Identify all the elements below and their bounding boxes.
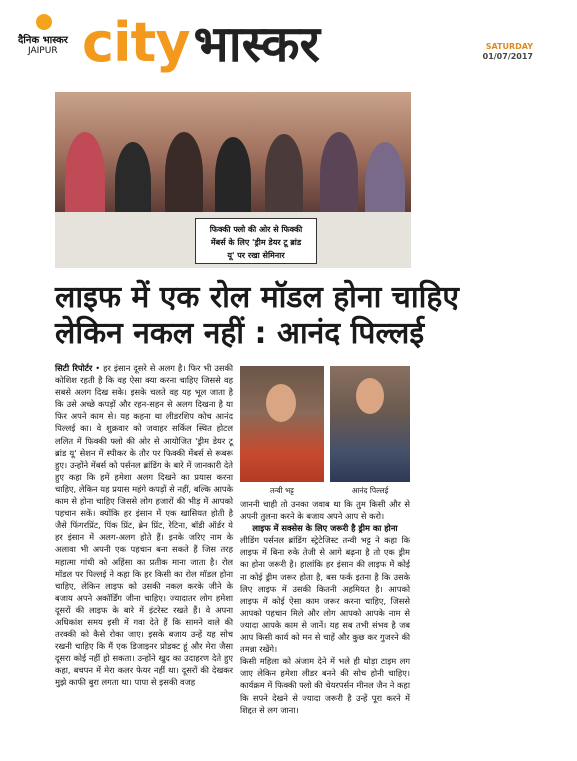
photo-caption-right: आनंद पिल्लई <box>351 486 389 495</box>
byline: सिटी रिपोर्टर <box>55 363 93 373</box>
photo-caption-left: तन्वी भट्ट <box>270 486 294 495</box>
paragraph: जाननी चाही तो उनका जवाब था कि तुम किसी और से अपनी तुलना करने के बजाय अपने आप से करो। <box>240 499 410 522</box>
sun-icon <box>36 14 52 30</box>
headline <box>55 280 459 352</box>
headline-line-1: लाइफ में एक रोल मॉडल होना चाहिए <box>55 280 459 315</box>
paragraph: किसी महिला को अंजाम देने में भले ही थोड़ा टाइम लग जाए लेकिन हमेशा लीडर बनने की सोच होनी चाहिए। कार्यक्रम में फिक्की फ्लो की चेयरपर्सन मीनल जैन ने कहा कि सपने देखने से ज्यादा जरूरी है उन्हें पूरा करने में शिद्दत से लग जाना। <box>240 656 410 715</box>
paragraph: लीडिंग पर्सनल ब्रांडिंग स्ट्रेटेजिस्ट तन्वी भट्ट ने कहा कि लाइफ में बिना रुके तेजी से आगे बढ़ना है तो एक ड्रीम का होना जरूरी है। हालांकि हर इंसान की लाइफ में कोई ना कोई ड्रीम जरूर होता है, बस फर्क इतना है कि उसके लिए लाइफ में उसकी कितनी अहमियत है। आपको लाइफ में कोई ऐसा काम जरूर करना चाहिए, जिससे आपको पहचान मिले और लोग आपको आपके नाम से ज्यादा आपके काम से जानें। यह सब तभी संभव है जब आप किसी कार्य को मन से चाहें और कुछ कर गुजरने की तमन्ना रखेंगे। <box>240 535 410 655</box>
edition-city: JAIPUR <box>28 46 58 56</box>
caption-line: फिक्की फ्लो की ओर से फिक्की <box>209 225 303 234</box>
title-bhaskar: भास्कर <box>193 15 320 73</box>
article-column-left: सिटी रिपोर्टर • हर इंसान दूसरे से अलग है। फिर भी उसकी कोशिश रहती है कि वह ऐसा क्या करना चाहिए जिससे वह सबसे अलग दिख सके। इसके चलते वह यह भूल जाता है कि उसे अच्छे कपड़ों और रहन-सहन से अलग दिखना है या फिर अपने काम से। यह कहना था लीडरशिप कोच आनंद पिल्लई का। वे शुक्रवार को जवाहर सर्किल स्थित होटल ललित में फिक्की फ्लो की ओर से आयोजित 'ड्रीम डेयर टू ब्रांड यू' सेशन में स्पीकर के तौर पर फिक्की मेंबर्स से रूबरू हुए। उन्होंने मेंबर्स को पर्सनल ब्रांडिंग के बारे में जानकारी देते हुए कहा कि हमें हमेशा अलग दिखने का प्रयास करना चाहिए, लेकिन यह प्रयास महंगे कपड़ों से नहीं, बल्कि आपके काम से होना चाहिए जिससे लोग हजारों की भीड़ में आपको पहचान सकें। क्योंकि हर इंसान में एक खासियत होती है जैसे फिंगरप्रिंट, पिंक प्रिंट, ब्रेन प्रिंट, रेटिना, बॉडी ऑर्डर ये हर इंसान में अलग-अलग होते हैं। इनके जरिए नाम के अलावा भी अपनी एक पहचान बना सकते हैं जिस तरह महात्मा गांधी को अहिंसा का प्रतीक माना जाता है। रोल मॉडल पर पिल्लई ने कहा कि हर किसी का रोल मॉडल होना चाहिए, लेकिन लाइफ को उसकी नकल करके जीने के बजाय अपने अकॉर्डिंग जीना चाहिए। ज्यादातर लोग हमेशा दूसरों की लाइफ के बारे में इंटरेस्ट रखते हैं। वे अपना अधिकांश समय इसी में गवा देते हैं कि सामने वाले की तरक्की को कैसे रोका जाए। इसके बजाय उन्हें यह सोच रखनी चाहिए कि मैं एक डिजाइनर प्रोडक्ट हूं और मेरा जैसा दूसरा कोई नहीं हो सकता। उन्होंने खुद का उदाहरण देते हुए कहा, बचपन में मेरा कलर फेयर नहीं था। दूसरों की देखकर मुझे काफी बुरा लगता था। पापा से इसकी वजह <box>55 363 233 688</box>
issue-date: 01/07/2017 <box>482 52 533 61</box>
headline-line-2: लेकिन नकल नहीं : आनंद पिल्लई <box>55 316 425 351</box>
photo-caption <box>195 218 317 264</box>
article-body: हर इंसान दूसरे से अलग है। फिर भी उसकी कोशिश रहती है कि वह ऐसा क्या करना चाहिए जिससे वह सबसे अलग दिख सके। इसके चलते वह यह भूल जाता है कि उसे अच्छे कपड़ों और रहन-सहन से अलग दिखना है या फिर अपने काम से। यह कहना था लीडरशिप कोच आनंद पिल्लई का। वे शुक्रवार को जवाहर सर्किल स्थित होटल ललित में फिक्की फ्लो की ओर से आयोजित 'ड्रीम डेयर टू ब्रांड यू' सेशन में स्पीकर के तौर पर फिक्की मेंबर्स से रूबरू हुए। उन्होंने मेंबर्स को पर्सनल ब्रांडिंग के बारे में जानकारी देते हुए कहा कि हमें हमेशा अलग दिखने का प्रयास करना चाहिए, लेकिन यह प्रयास महंगे कपड़ों से नहीं, बल्कि आपके काम से होना चाहिए जिससे लोग हजारों की भीड़ में आपको पहचान सकें। क्योंकि हर इंसान में एक खासियत होती है जैसे फिंगरप्रिंट, पिंक प्रिंट, ब्रेन प्रिंट, रेटिना, बॉडी ऑर्डर ये हर इंसान में अलग-अलग होते हैं। इनके जरिए नाम के अलावा भी अपनी एक पहचान बना सकते हैं जिस तरह महात्मा गांधी को अहिंसा का प्रतीक माना जाता है। रोल मॉडल पर पिल्लई ने कहा कि हर किसी का रोल मॉडल होना चाहिए, लेकिन लाइफ को उसकी नकल करके जीने के बजाय अपने अकॉर्डिंग जीना चाहिए। ज्यादातर लोग हमेशा दूसरों की लाइफ के बारे में इंटरेस्ट रखते हैं। वे अपना अधिकांश समय इसी में गवा देते हैं कि सामने वाले की तरक्की को कैसे रोका जाए। इसके बजाय उन्हें यह सोच रखनी चाहिए कि मैं एक डिजाइनर प्रोडक्ट हूं और मेरा जैसा दूसरा कोई नहीं हो सकता। उन्होंने खुद का उदाहरण देते हुए कहा, बचपन में मेरा कलर फेयर नहीं था। दूसरों की देखकर मुझे काफी बुरा लगता था। पापा से इसकी वजह <box>55 363 233 688</box>
subheading: लाइफ में सक्सेस के लिए जरूरी है ड्रीम का होना <box>252 523 398 534</box>
article-column-right <box>240 498 410 716</box>
speaker-photo-tanvi <box>240 366 324 482</box>
caption-line: यू' पर रखा सेमिनार <box>227 251 285 260</box>
title-city: city <box>82 11 190 74</box>
weekday: SATURDAY <box>485 42 533 51</box>
caption-line: मेंबर्स के लिए 'ड्रीम डेयर टू ब्रांड <box>210 238 302 247</box>
date-block <box>483 42 533 62</box>
speaker-photo-anand <box>330 366 410 482</box>
brand-name: दैनिक भास्कर <box>18 35 68 46</box>
masthead <box>0 0 577 88</box>
section-title <box>82 8 320 76</box>
